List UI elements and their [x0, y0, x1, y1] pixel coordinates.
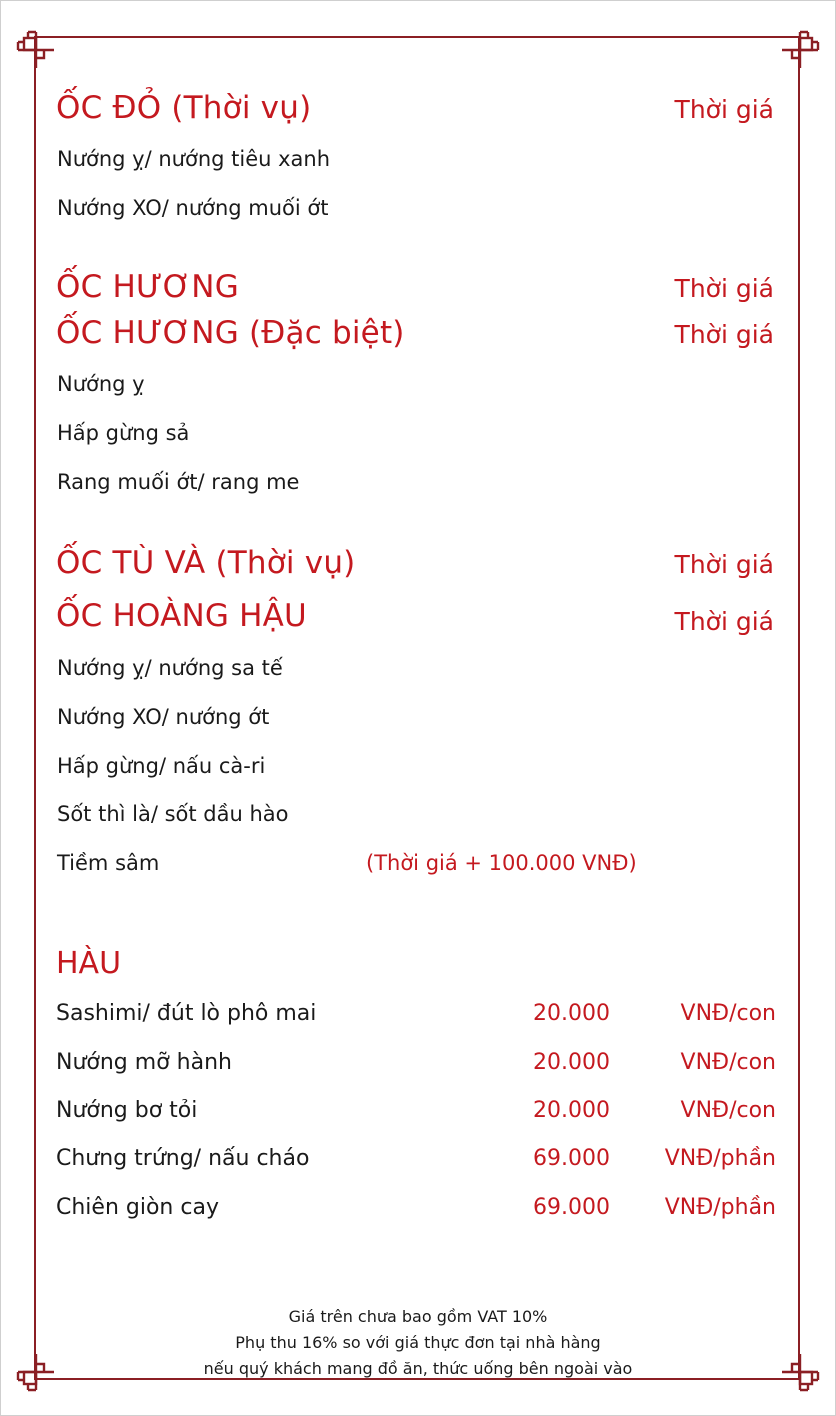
- extra-price: (Thời giá + 100.000 VNĐ): [366, 851, 637, 875]
- hau-item-name: Nướng mỡ hành: [56, 1050, 232, 1075]
- section-title: ỐC HƯƠNG (Đặc biệt): [56, 315, 405, 351]
- section-price: Thời giá: [674, 550, 774, 579]
- section-price: Thời giá: [674, 274, 774, 303]
- hau-item-price: 69.000: [533, 1146, 610, 1171]
- hau-item-unit: VNĐ/con: [680, 1050, 776, 1075]
- section-title: ỐC HOÀNG HẬU: [56, 598, 307, 634]
- hau-item-unit: VNĐ/con: [680, 1098, 776, 1123]
- hau-item-price: 20.000: [533, 1001, 610, 1026]
- hau-item-unit: VNĐ/phần: [664, 1146, 776, 1171]
- footer-note: nếu quý khách mang đồ ăn, thức uống bên ngoài vào: [203, 1359, 633, 1378]
- hau-item-name: Nướng bơ tỏi: [56, 1098, 198, 1123]
- section-price: Thời giá: [674, 95, 774, 124]
- menu-item: Nướng XO/ nướng ớt: [57, 705, 270, 729]
- table-row: [56, 1050, 776, 1080]
- hau-item-price: 20.000: [533, 1050, 610, 1075]
- corner-ornament-icon: [778, 28, 822, 72]
- hau-item-price: 69.000: [533, 1195, 610, 1220]
- footer-note: Giá trên chưa bao gồm VAT 10%: [288, 1307, 548, 1326]
- table-row: [56, 1001, 776, 1031]
- section-title: ỐC TÙ VÀ (Thời vụ): [56, 545, 356, 581]
- hau-item-name: Chưng trứng/ nấu cháo: [56, 1146, 310, 1171]
- menu-item: Nướng XO/ nướng muối ớt: [57, 196, 329, 220]
- hau-title: HÀU: [56, 946, 122, 981]
- menu-item: Rang muối ớt/ rang me: [57, 470, 300, 494]
- menu-item: Hấp gừng/ nấu cà-ri: [57, 754, 266, 778]
- hau-item-unit: VNĐ/phần: [664, 1195, 776, 1220]
- section-title: ỐC HƯƠNG: [56, 269, 239, 305]
- section-price: Thời giá: [674, 607, 774, 636]
- table-row: [56, 1195, 776, 1225]
- section-title: ỐC ĐỎ (Thời vụ): [56, 90, 312, 126]
- hau-item-unit: VNĐ/con: [680, 1001, 776, 1026]
- corner-ornament-icon: [14, 28, 58, 72]
- menu-item: Tiềm sâm: [57, 851, 160, 875]
- table-row: [56, 1098, 776, 1128]
- section-price: Thời giá: [674, 320, 774, 349]
- menu-item: Nướng ỵ: [57, 372, 145, 396]
- hau-item-price: 20.000: [533, 1098, 610, 1123]
- footer-note: Phụ thu 16% so với giá thực đơn tại nhà hàng: [235, 1333, 601, 1352]
- menu-item: Sốt thì là/ sốt dầu hào: [57, 802, 289, 826]
- menu-item: Nướng ỵ/ nướng sa tế: [57, 656, 283, 680]
- menu-item: Hấp gừng sả: [57, 421, 190, 445]
- hau-item-name: Sashimi/ đút lò phô mai: [56, 1001, 317, 1026]
- table-row: [56, 1146, 776, 1176]
- hau-item-name: Chiên giòn cay: [56, 1195, 219, 1220]
- menu-item: Nướng ỵ/ nướng tiêu xanh: [57, 147, 331, 171]
